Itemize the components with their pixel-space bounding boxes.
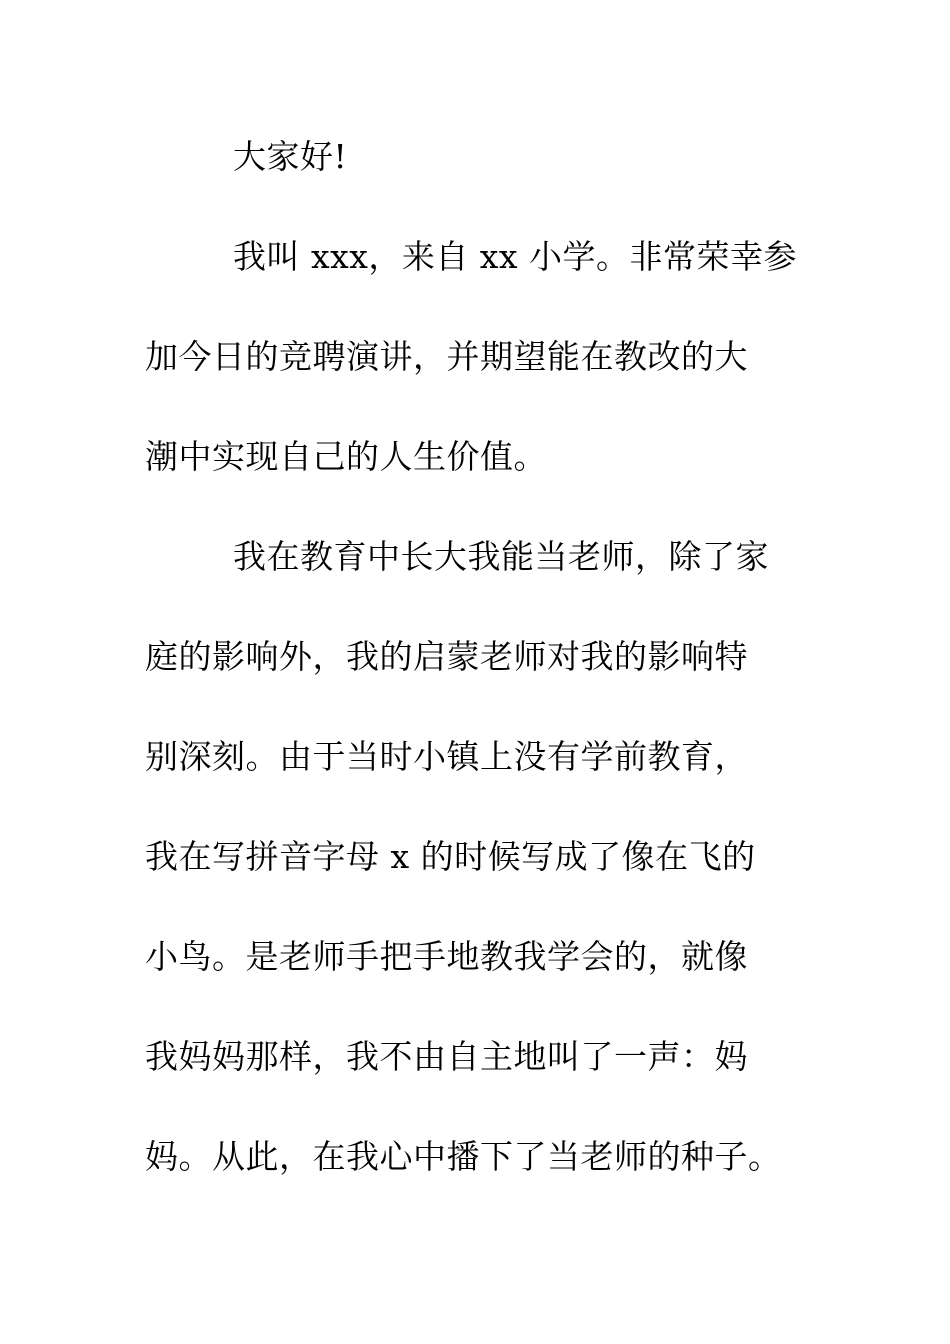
paragraph-greeting-line-1: 大家好! <box>233 137 348 176</box>
document-body <box>145 132 805 1232</box>
paragraph-story-line-7: 妈。从此，在我心中播下了当老师的种子。 <box>145 1137 782 1176</box>
paragraph-intro-line-2: 加今日的竞聘演讲，并期望能在教改的大 <box>145 337 748 376</box>
paragraph-intro-line-3: 潮中实现自己的人生价值。 <box>145 437 547 476</box>
paragraph-story-line-4: 我在写拼音字母 x 的时候写成了像在飞的 <box>145 837 756 876</box>
paragraph-intro-line-1: 我叫 xxx，来自 xx 小学。非常荣幸参 <box>233 237 798 276</box>
paragraph-story-line-1: 我在教育中长大我能当老师，除了家 <box>233 537 769 576</box>
paragraph-story-line-2: 庭的影响外，我的启蒙老师对我的影响特 <box>145 637 748 676</box>
paragraph-story-line-3: 别深刻。由于当时小镇上没有学前教育， <box>145 737 748 776</box>
paragraph-story-line-5: 小鸟。是老师手把手地教我学会的，就像 <box>145 937 748 976</box>
paragraph-story-line-6: 我妈妈那样，我不由自主地叫了一声：妈 <box>145 1037 748 1076</box>
